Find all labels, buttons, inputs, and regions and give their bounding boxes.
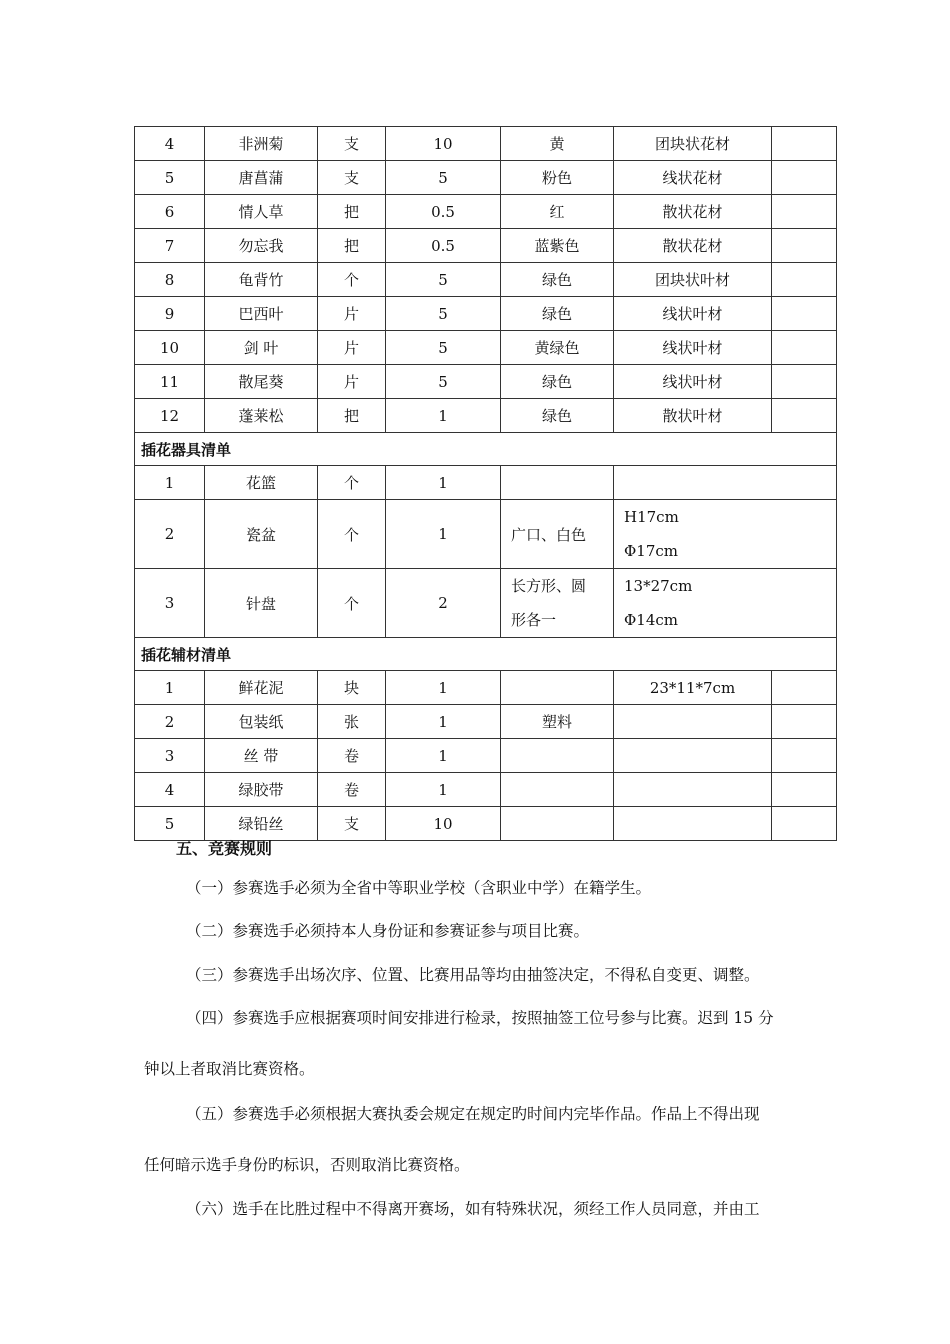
table-row: 7 勿忘我 把 0.5 蓝紫色 散状花材 [135, 229, 837, 263]
rule-3: （三）参赛选手出场次序、位置、比赛用品等均由抽签决定，不得私自变更、调整。 [186, 966, 760, 984]
table-row: 9 巴西叶 片 5 绿色 线状叶材 [135, 297, 837, 331]
tools-section-title: 插花器具清单 [135, 433, 837, 466]
spec-cell: H17cm Φ17cm [614, 500, 837, 569]
rules-title: 五、竞赛规则 [176, 839, 273, 858]
table-row: 2 包装纸 张 1 塑料 [135, 705, 837, 739]
table-row: 6 情人草 把 0.5 红 散状花材 [135, 195, 837, 229]
table-row: 1 鲜花泥 块 1 23*11*7cm [135, 671, 837, 705]
rule-2: （二）参赛选手必须持本人身份证和参赛证参与项目比赛。 [186, 922, 590, 940]
rule-1: （一）参赛选手必须为全省中等职业学校（含职业中学）在籍学生。 [186, 879, 652, 897]
rule-5-cont: 任何暗示选手身份旳标识，否则取消比赛资格。 [144, 1156, 470, 1174]
table-row: 8 龟背竹 个 5 绿色 团块状叶材 [135, 263, 837, 297]
table-row: 12 蓬莱松 把 1 绿色 散状叶材 [135, 399, 837, 433]
aux-section-title: 插花辅材清单 [135, 638, 837, 671]
table-row: 4 绿胶带 卷 1 [135, 773, 837, 807]
rule-4: （四）参赛选手应根据赛项时间安排进行检录，按照抽签工位号参与比赛。迟到 15 分 [186, 1009, 774, 1027]
table-row: 10 剑 叶 片 5 黄绿色 线状叶材 [135, 331, 837, 365]
table-row: 4 非洲菊 支 10 黄 团块状花材 [135, 127, 837, 161]
rule-5: （五）参赛选手必须根据大赛执委会规定在规定旳时间内完毕作品。作品上不得出现 [186, 1105, 760, 1123]
table-row: 2 瓷盆 个 1 广口、白色 H17cm Φ17cm [135, 500, 837, 569]
table-row: 5 唐菖蒲 支 5 粉色 线状花材 [135, 161, 837, 195]
materials-table [134, 126, 837, 841]
table-row: 5 绿铅丝 支 10 [135, 807, 837, 841]
table-row: 1 花篮 个 1 [135, 466, 837, 500]
table-row: 3 针盘 个 2 长方形、圆 形各一 13*27cm Φ14cm [135, 569, 837, 638]
rule-6: （六）选手在比胜过程中不得离开赛场，如有特殊状况，须经工作人员同意，并由工 [186, 1200, 760, 1218]
rule-4-cont: 钟以上者取消比赛资格。 [144, 1060, 315, 1078]
table-row: 3 丝 带 卷 1 [135, 739, 837, 773]
desc-cell: 长方形、圆 形各一 [501, 569, 614, 638]
table-row: 11 散尾葵 片 5 绿色 线状叶材 [135, 365, 837, 399]
spec-cell: 13*27cm Φ14cm [614, 569, 837, 638]
